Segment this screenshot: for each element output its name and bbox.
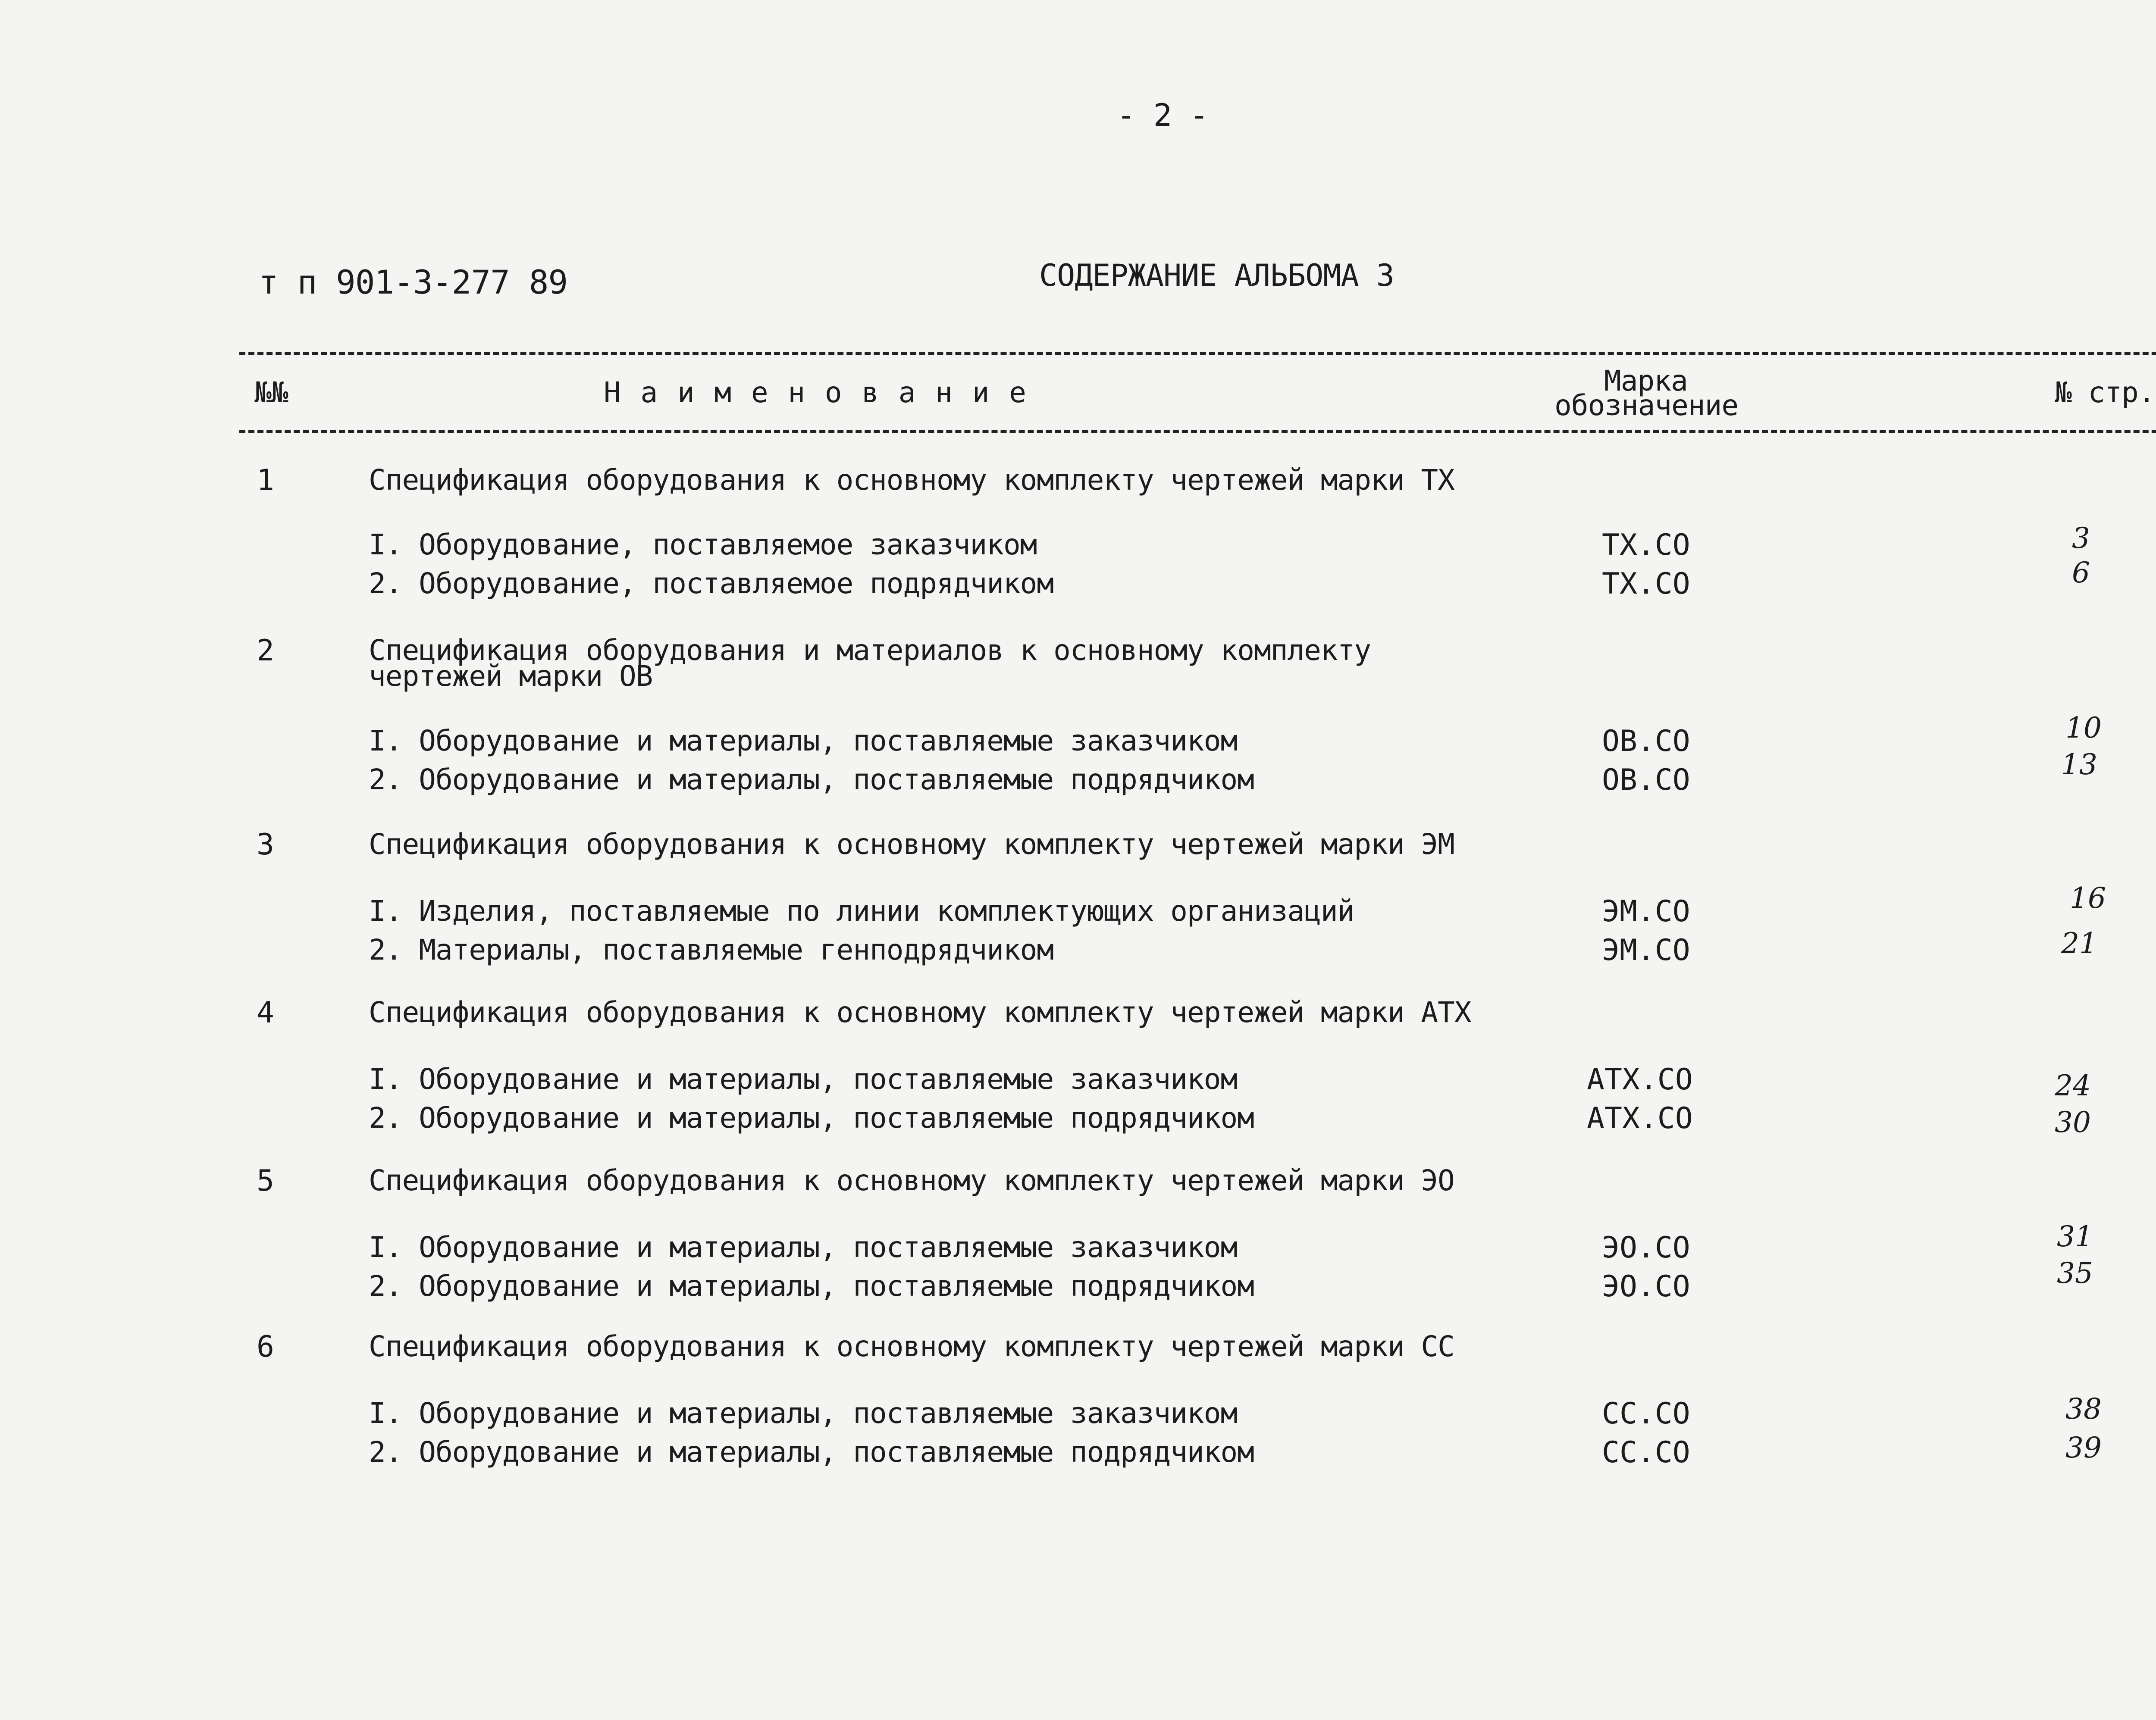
list-item-page: 24 — [2055, 1069, 2091, 1102]
section-number: 2 — [257, 634, 274, 668]
list-item-code: СС.СО — [1602, 1397, 1690, 1431]
column-header-number: №№ — [254, 376, 288, 409]
list-item-page: 16 — [2070, 882, 2106, 915]
column-header-page: № стр. — [2055, 376, 2155, 409]
list-item-page: 3 — [2072, 522, 2090, 555]
list-item-name: I. Оборудование и материалы, поставляемые заказчиком — [369, 1397, 1238, 1430]
list-item-page: 6 — [2072, 556, 2090, 589]
list-item-name: 2. Оборудование и материалы, поставляемые подрядчиком — [369, 763, 1254, 796]
list-item-page: 21 — [2061, 927, 2097, 960]
list-item-code: ЭМ.СО — [1602, 933, 1690, 967]
header-bottom-rule — [239, 430, 2156, 433]
list-item-name: 2. Оборудование и материалы, поставляемые подрядчиком — [369, 1101, 1254, 1135]
column-header-mark-line2: обозначение — [1554, 389, 1739, 422]
section-title: Спецификация оборудования к основному комплекту чертежей марки АТХ — [369, 996, 1471, 1029]
list-item-name: I. Оборудование, поставляемое заказчиком — [369, 528, 1037, 561]
list-item-name: I. Оборудование и материалы, поставляемые заказчиком — [369, 1063, 1238, 1096]
list-item-code: АТХ.СО — [1587, 1063, 1693, 1097]
column-header-name: Н а и м е н о в а н и е — [604, 376, 1028, 409]
section-title: чертежей марки ОВ — [369, 660, 653, 693]
list-item-code: ОВ.СО — [1602, 724, 1690, 758]
section-number: 6 — [257, 1330, 274, 1364]
project-code: т п 901-3-277 89 — [259, 263, 568, 301]
list-item-name: 2. Оборудование и материалы, поставляемые подрядчиком — [369, 1270, 1254, 1303]
page-number: - 2 - — [1117, 97, 1208, 133]
section-number: 4 — [257, 996, 274, 1030]
list-item-name: I. Изделия, поставляемые по линии комплектующих организаций — [369, 894, 1354, 928]
list-item-code: ОВ.СО — [1602, 763, 1690, 797]
list-item-page: 30 — [2055, 1106, 2091, 1139]
list-item-page: 38 — [2065, 1392, 2102, 1426]
section-title: Спецификация оборудования к основному комплекту чертежей марки ЭО — [369, 1164, 1454, 1197]
list-item-page: 39 — [2065, 1431, 2102, 1464]
list-item-code: АТХ.СО — [1587, 1101, 1693, 1135]
list-item-name: 2. Оборудование, поставляемое подрядчиком — [369, 567, 1054, 600]
list-item-page: 31 — [2057, 1220, 2093, 1253]
list-item-code: ЭО.СО — [1602, 1231, 1690, 1265]
section-number: 1 — [257, 463, 274, 497]
section-title: Спецификация оборудования к основному комплекту чертежей марки ТХ — [369, 463, 1454, 497]
list-item-code: ЭО.СО — [1602, 1270, 1690, 1304]
section-title: Спецификация оборудования и материалов к основному комплекту — [369, 634, 1371, 667]
list-item-name: 2. Оборудование и материалы, поставляемые подрядчиком — [369, 1435, 1254, 1469]
section-title: Спецификация оборудования к основному комплекту чертежей марки СС — [369, 1330, 1454, 1363]
list-item-page: 35 — [2057, 1257, 2093, 1290]
list-item-page: 13 — [2061, 748, 2097, 781]
list-item-code: ЭМ.СО — [1602, 894, 1690, 929]
list-item-name: I. Оборудование и материалы, поставляемые заказчиком — [369, 724, 1238, 757]
list-item-name: 2. Материалы, поставляемые генподрядчиком — [369, 933, 1054, 966]
header-top-rule — [239, 352, 2156, 355]
list-item-code: ТХ.СО — [1602, 567, 1690, 601]
list-item-code: СС.СО — [1602, 1435, 1690, 1470]
section-number: 5 — [257, 1164, 274, 1198]
list-item-code: ТХ.СО — [1602, 528, 1690, 562]
list-item-page: 10 — [2065, 711, 2102, 744]
section-title: Спецификация оборудования к основному комплекту чертежей марки ЭМ — [369, 828, 1454, 861]
page-title: СОДЕРЖАНИЕ АЛЬБОМА 3 — [1039, 258, 1394, 293]
list-item-name: I. Оборудование и материалы, поставляемые заказчиком — [369, 1231, 1238, 1264]
column-header-mark-line1: Марка — [1604, 364, 1688, 397]
section-number: 3 — [257, 828, 274, 862]
